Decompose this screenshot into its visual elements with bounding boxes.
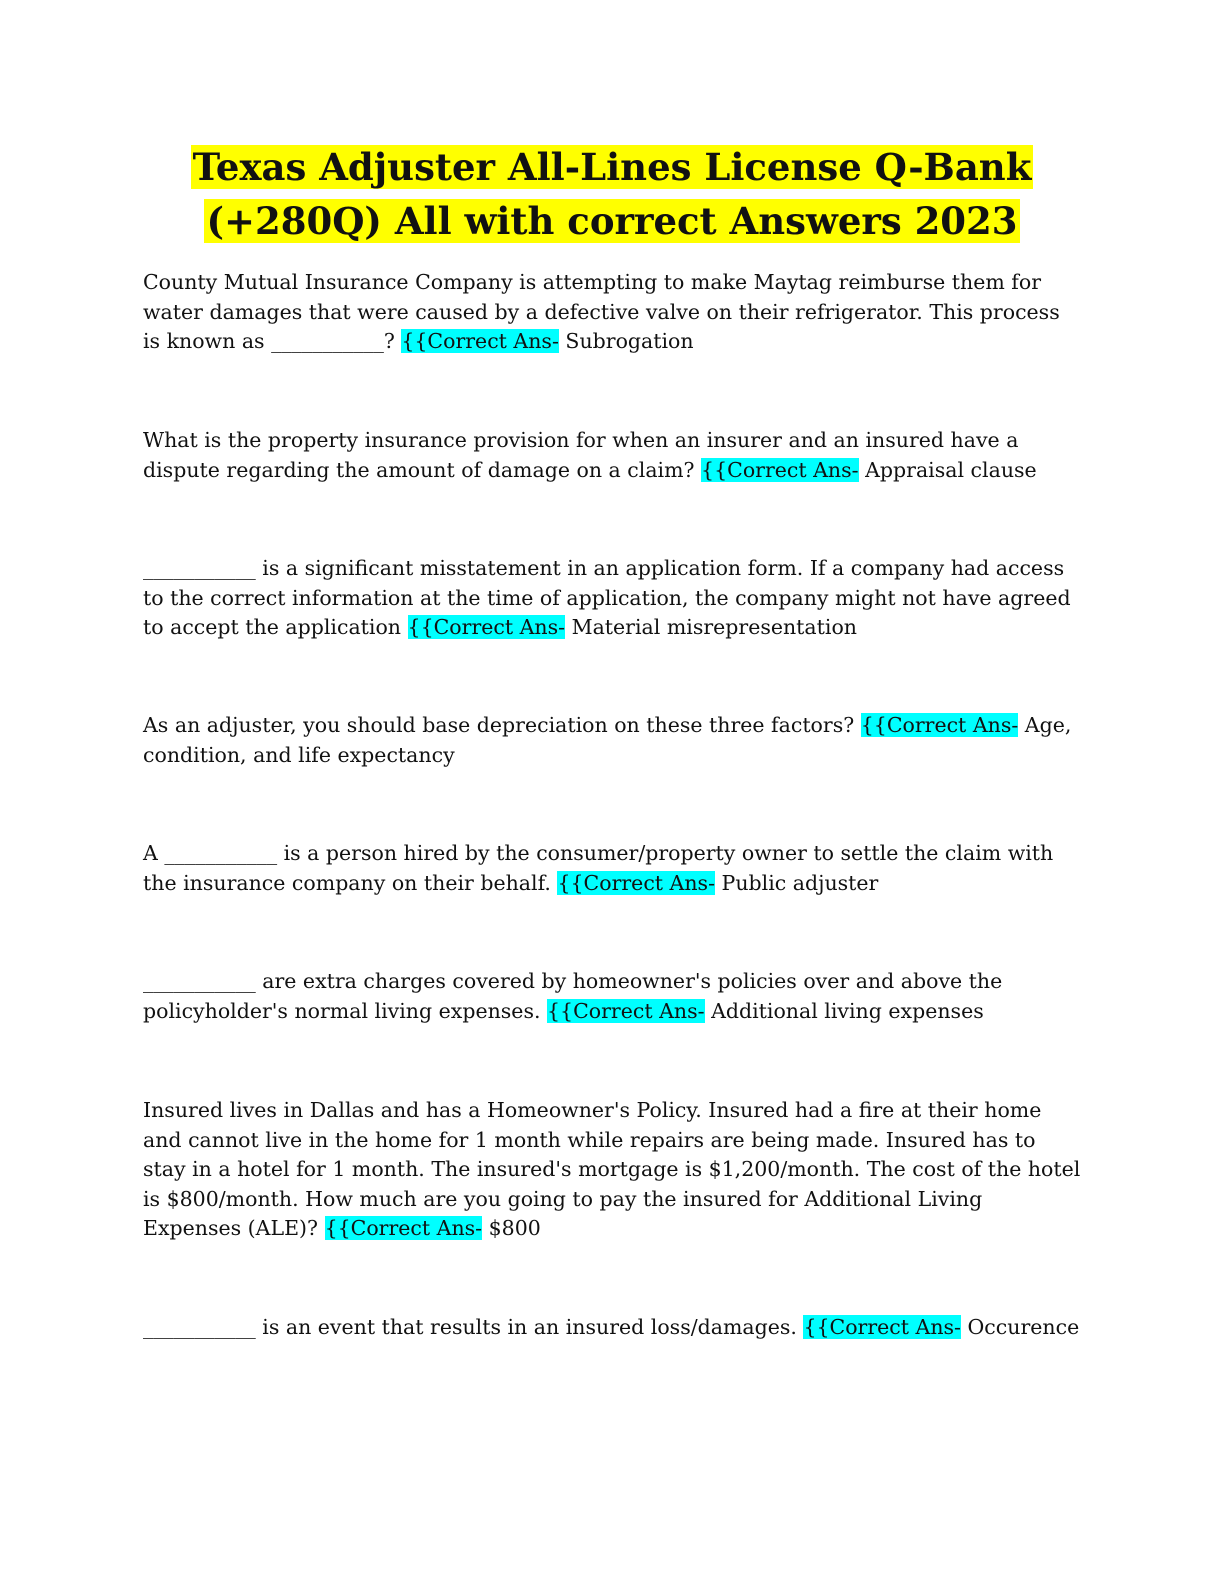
correct-answer-marker: {{Correct Ans- — [324, 1216, 483, 1240]
correct-answer-marker: {{Correct Ans- — [557, 870, 716, 895]
qa-item — [143, 1096, 1083, 1244]
question-text: ___________ are extra charges covered by homeowner's policies over and above the policyholder's normal living expenses. — [143, 969, 1003, 1023]
title-line-2: (+280Q) All with correct Answers 2023 — [206, 199, 1018, 243]
question-text: ___________ is an event that results in an insured loss/damages. — [143, 1315, 804, 1339]
answer-text: Subrogation — [558, 329, 694, 353]
correct-answer-marker: {{Correct Ans- — [701, 457, 859, 482]
answer-text: Appraisal clause — [858, 457, 1037, 482]
answer-text: Public adjuster — [715, 870, 879, 895]
correct-answer-marker: {{Correct Ans- — [407, 615, 566, 639]
correct-answer-marker: {{Correct Ans- — [547, 998, 705, 1023]
answer-text: Occurence — [960, 1315, 1080, 1339]
qa-item — [143, 268, 1083, 357]
qa-item — [143, 711, 1083, 770]
question-text: A ___________ is a person hired by the consumer/property owner to settle the claim with the insurance company on their behalf. — [143, 841, 1054, 895]
question-text: County Mutual Insurance Company is attempting to make Maytag reimburse them for water damages that were caused by a defective valve on their refrigerator. This process is known as ___________? — [143, 270, 1060, 353]
question-text: What is the property insurance provision for when an insurer and an insured have a dispute regarding the amount of damage on a claim? — [143, 428, 1019, 482]
qa-item — [143, 967, 1083, 1026]
answer-text: Material misrepresentation — [565, 615, 857, 639]
qa-item — [143, 1313, 1083, 1343]
question-text: Insured lives in Dallas and has a Homeowner's Policy. Insured had a fire at their home and cannot live in the home for 1 month while repairs are being made. Insured has to stay in a hotel for 1 month. The insured's mortgage is $1,200/month. The cost of the hotel is $800/month. How much are you going to pay the insured for Additional Living Expenses (ALE)? — [143, 1098, 1081, 1240]
answer-text: Additional living expenses — [704, 998, 984, 1023]
question-text: As an adjuster, you should base depreciation on these three factors? — [143, 713, 861, 737]
qa-item — [143, 426, 1083, 485]
answer-text: Age, condition, and life expectancy — [143, 713, 1072, 767]
qa-item — [143, 839, 1083, 898]
answer-text: $800 — [482, 1216, 541, 1240]
correct-answer-marker: {{Correct Ans- — [803, 1315, 961, 1339]
title-line-1: Texas Adjuster All-Lines License Q-Bank — [192, 145, 1032, 189]
question-text: ___________ is a significant misstatement in an application form. If a company had access to the correct information at the time of application, the company might not have agreed to accept the application — [143, 556, 1071, 639]
qa-item — [143, 554, 1083, 643]
document-title — [100, 140, 1124, 248]
correct-answer-marker: {{Correct Ans- — [401, 329, 559, 353]
correct-answer-marker: {{Correct Ans- — [860, 713, 1019, 737]
